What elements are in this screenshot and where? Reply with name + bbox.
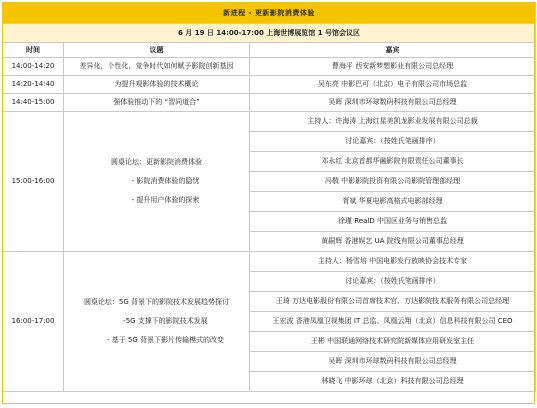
panel1-topic-point: - 影院消费体验的隐忧 <box>131 177 200 185</box>
row-topic: 差异化，个性化，竞争时代如何赋予影院创新基因 <box>64 58 250 76</box>
panel2-guest: 王宏波 香港凤凰卫视集团 IT 总监、凤凰云翔（北京）信息科技有限公司 CEO <box>250 312 536 332</box>
panel1-topic <box>64 112 250 252</box>
panel2-topic-point: - 基于 5G 背景下影片传输模式的改变 <box>106 336 225 344</box>
panel1-topic-title: 圆桌论坛：更新影院消费体验 <box>111 158 202 166</box>
table-row <box>3 58 536 76</box>
row-time: 14:00-14:20 <box>3 58 64 76</box>
panel1-guest: 徐瑾 RealD 中国区业务与销售总监 <box>250 212 536 232</box>
panel1-guest: 冯敬 中影影院投资有限公司影院管理部经理 <box>250 172 536 192</box>
panel2-host-row <box>3 252 536 272</box>
panel1-guest: 邓永红 北京首都华融影院有限责任公司董事长 <box>250 152 536 172</box>
panel1-order-note: 讨论嘉宾：（按姓氏笔画排序） <box>250 132 536 152</box>
panel1-time: 15:00-16:00 <box>3 112 64 252</box>
header-time: 时间 <box>3 43 64 58</box>
panel2-topic-title: 圆桌论坛：5G 背景下的影院技术发展趋势探讨 <box>83 298 230 306</box>
panel2-order-note: 讨论嘉宾：（按姓氏笔画排序） <box>250 272 536 292</box>
table-row <box>3 94 536 112</box>
page-subtitle: 6 月 19 日 14:00-17:00 上海世博展览馆 1 号馆会议区 <box>3 24 536 43</box>
header-row <box>3 43 536 58</box>
panel2-time: 16:00-17:00 <box>3 252 64 392</box>
row-topic: 强体验推动下的 “智同道合” <box>64 94 250 112</box>
schedule-page <box>2 2 535 404</box>
panel1-host-row <box>3 112 536 132</box>
row-time: 14:20-14:40 <box>3 76 64 94</box>
schedule-table <box>2 2 536 392</box>
row-guest: 吴晖 深圳市环球数码科技有限公司总经理 <box>250 94 536 112</box>
row-time: 14:40-15:00 <box>3 94 64 112</box>
panel2-topic <box>64 252 250 392</box>
header-guest: 嘉宾 <box>250 43 536 58</box>
row-guest: 吴东亮 中影巴可（北京）电子有限公司市场总监 <box>250 76 536 94</box>
page-title: 新进程 - 更新影院消费体验 <box>3 3 536 24</box>
table-row <box>3 76 536 94</box>
row-topic: 为提升观影体验的技术概论 <box>64 76 250 94</box>
title-row <box>3 3 536 24</box>
panel2-guest: 林晓飞 中影环球（北京）科技有限公司总经理 <box>250 372 536 392</box>
panel2-guest: 吴晖 深圳市环球数码科技有限公司总经理 <box>250 352 536 372</box>
panel1-guest: 黄嗣辉 香港娱艺 UA 院线有限公司董事总经理 <box>250 232 536 252</box>
panel2-guest: 王彬 中国联通网络技术研究院新媒体应用研发室主任 <box>250 332 536 352</box>
row-guest: 曹海平 西安新梦想影业有限公司总经理 <box>250 58 536 76</box>
header-topic: 议题 <box>64 43 250 58</box>
panel1-topic-point: - 提升用户体验的探索 <box>131 196 200 204</box>
panel2-guest: 王琦 万达电影股份有限公司首席技术官、万达影院技术服务有限公司总经理 <box>250 292 536 312</box>
panel1-host: 主持人：许海涛 上海红星美凯龙影业发展有限公司总裁 <box>250 112 536 132</box>
panel2-host: 主持人：杨雪培 中国电影发行放映协会技术专家 <box>250 252 536 272</box>
subtitle-row <box>3 24 536 43</box>
panel1-guest: 胥斌 华夏电影高格式电影部经理 <box>250 192 536 212</box>
panel2-topic-point: -5G 支撑下的影院技术发展 <box>123 317 208 325</box>
